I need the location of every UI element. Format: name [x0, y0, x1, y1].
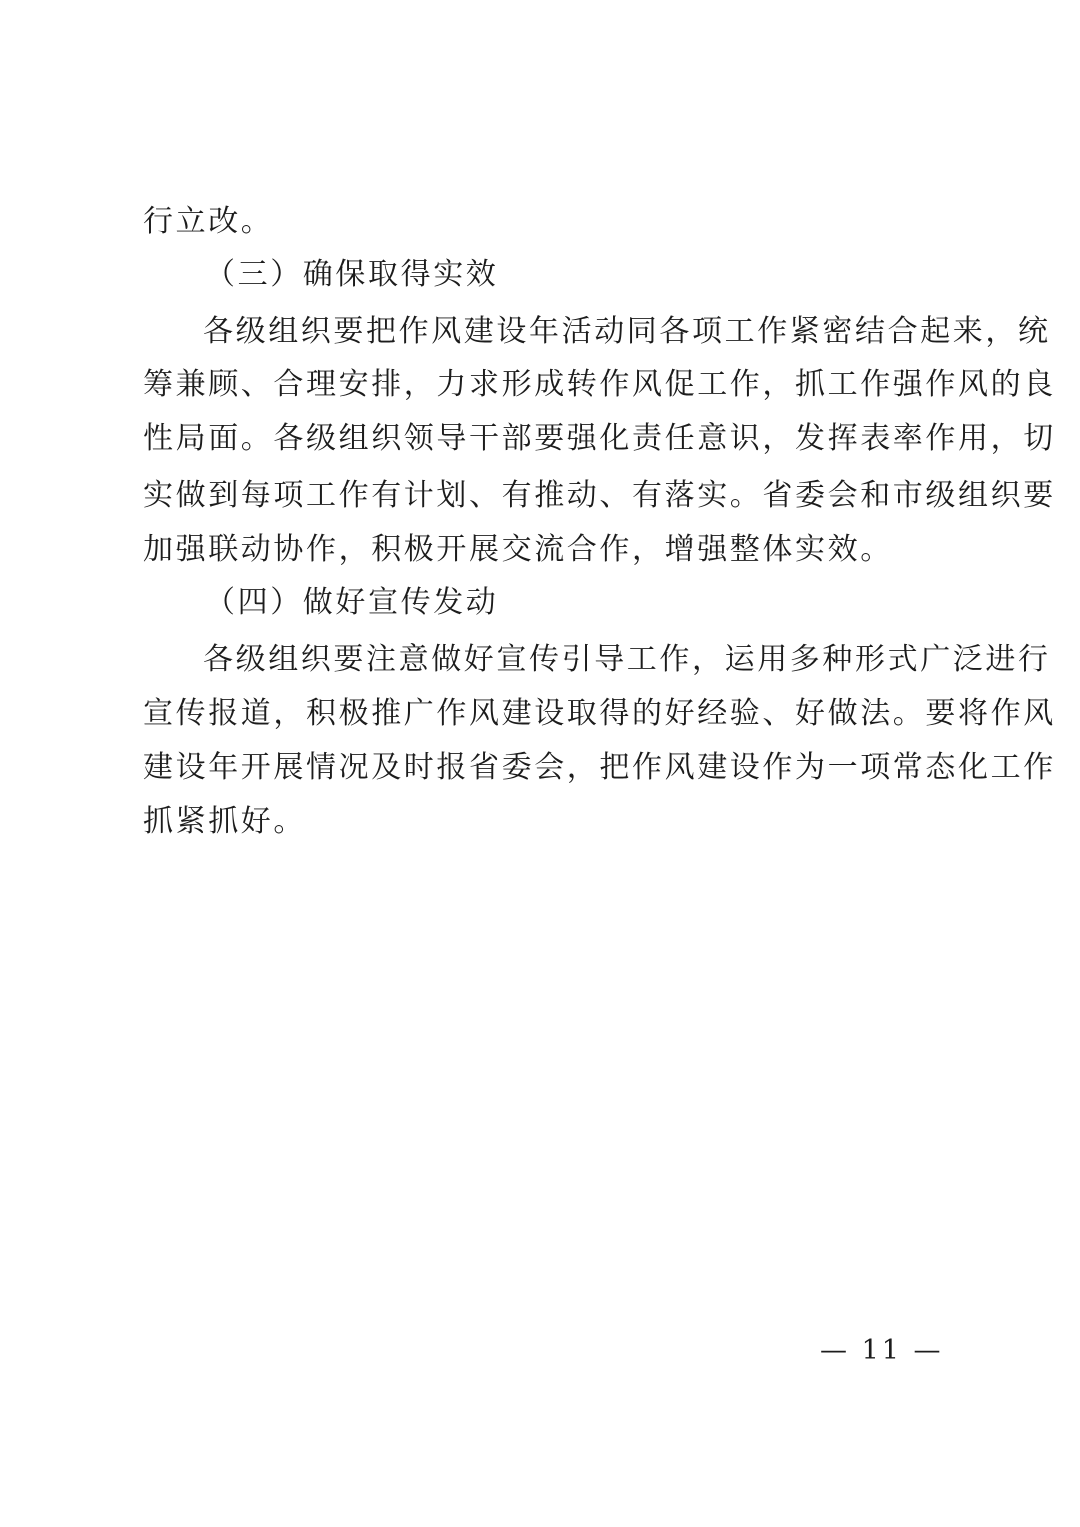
section-4-line-2: 宣传报道，积极推广作风建设取得的好经验、好做法。要将作风 [143, 696, 1056, 731]
section-4-line-3: 建设年开展情况及时报省委会，把作风建设作为一项常态化工作 [143, 750, 1056, 785]
continuation-line: 行立改。 [143, 204, 274, 239]
section-4-line-4: 抓紧抓好。 [143, 804, 306, 839]
section-3-line-1: 各级组织要把作风建设年活动同各项工作紧密结合起来，统 [203, 314, 1051, 349]
section-4-heading: （四）做好宣传发动 [205, 585, 499, 620]
section-3-line-4: 实做到每项工作有计划、有推动、有落实。省委会和市级组织要 [143, 478, 1056, 513]
section-4-line-1: 各级组织要注意做好宣传引导工作，运用多种形式广泛进行 [203, 642, 1051, 677]
section-3-line-2: 筹兼顾、合理安排，力求形成转作风促工作，抓工作强作风的良 [143, 367, 1056, 402]
section-3-heading: （三）确保取得实效 [205, 257, 499, 292]
page-number: — 11 — [820, 1335, 944, 1366]
section-3-line-5: 加强联动协作，积极开展交流合作，增强整体实效。 [143, 532, 893, 567]
section-3-line-3: 性局面。各级组织领导干部要强化责任意识，发挥表率作用，切 [143, 421, 1056, 456]
